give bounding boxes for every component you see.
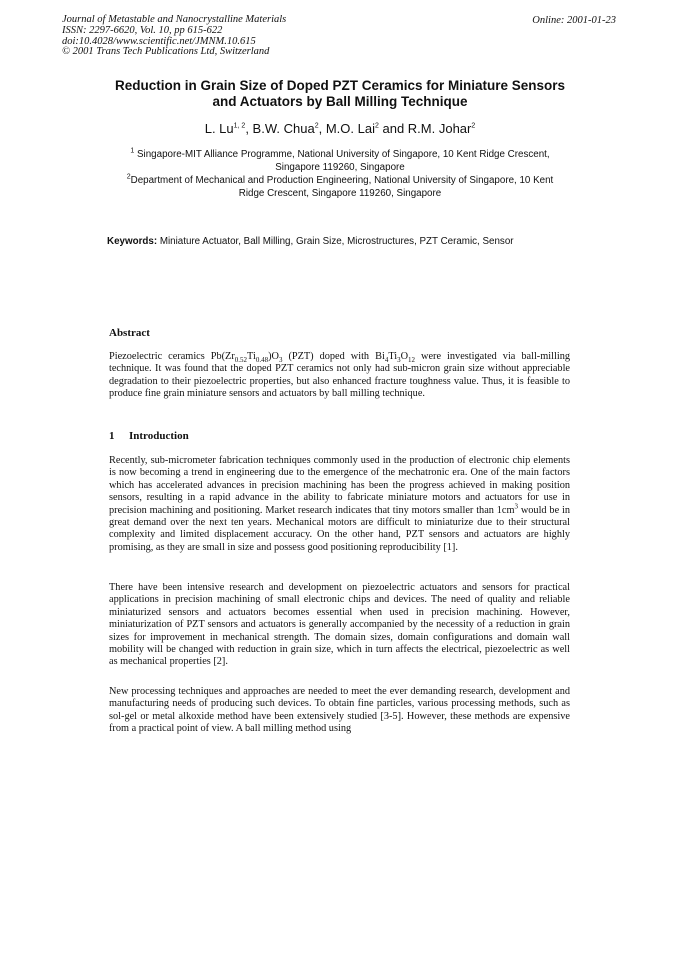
- paper-title: [80, 78, 600, 110]
- keywords-text: Miniature Actuator, Ball Milling, Grain Size, Microstructures, PZT Ceramic, Sensor: [157, 236, 514, 247]
- author-2-affil: 2: [314, 122, 319, 130]
- author-1: L. Lu: [204, 121, 234, 136]
- intro-paragraph-1: Recently, sub-micrometer fabrication techniques commonly used in the production of electronic chip elements is now becoming a trend in engineering due to the emergence of the mechatronic era. One of the main factors which has accelerated advances in precision machining has been the progress achieved in making position sensors, resulting in a rapid advance in the ability to fabricate miniature motors and actuators for use in precision machining and positioning. Market research indicates that tiny motors smaller than $1cm^3$ would be in great demand over the next ten years. Mechanical motors are difficult to miniaturize due to their structural complexity and limited displacement accuracy. On the other hand, PZT sensors and actuators are highly promising, as they are small in size and possess good positioning reproducibility [1].: [109, 455, 570, 553]
- introduction-heading: [109, 430, 189, 442]
- affiliation-1-line-1: Singapore-MIT Alliance Programme, National University of Singapore, 10 Kent Ridge Crescent,: [134, 149, 550, 160]
- author-list: [80, 121, 600, 136]
- author-4-affil: 2: [471, 122, 476, 130]
- keywords-label: Keywords:: [107, 236, 158, 247]
- author-2: , B.W. Chua: [245, 121, 315, 136]
- title-line-1: Reduction in Grain Size of Doped PZT Ceramics for Miniature Sensors: [114, 78, 566, 93]
- author-4: and R.M. Johar: [378, 121, 472, 136]
- intro-paragraph-2: There have been intensive research and development on piezoelectric actuators and sensors for practical applications in precision machining of small electronic chips and devices. The need of quality and reliable miniaturized sensors and actuators becomes essential when used in precision machining. However, miniaturization of PZT sensors and actuators is generally accompanied by the necessity of a reduction in grain sizes for improvement in mechanical strength. The domain sizes, domain configurations and domain wall mobility will be changed with reduction in grain size, which in turn affects the electrical, piezoelectric as well as mechanical properties [2].: [109, 582, 570, 668]
- author-3-affil: 2: [374, 122, 379, 130]
- affiliation-2: [100, 175, 580, 200]
- affiliation-2-marker: 2: [126, 173, 131, 181]
- author-1-affil: 1, 2: [233, 122, 246, 130]
- affiliation-1: [100, 149, 580, 174]
- journal-name: Journal of Metastable and Nanocrystalline Materials: [62, 14, 287, 25]
- journal-header: [62, 15, 286, 58]
- issn-line: ISSN: 2297-6620, Vol. 10, pp 615-622: [62, 24, 223, 36]
- abstract-text: Piezoelectric ceramics $Pb(Zr_{0.52}Ti_{0.48})O_3$ (PZT) doped with $Bi_4Ti_3O_{12}$ were investigated via ball-milling technique. It was found that the doped PZT ceramics not only had sub-micron grain size without appreciable degradation to their piezoelectric properties, but also enhanced fracture toughness value. Thus, it is feasible to produce fine grain miniature sensors and actuators by ball milling technique.: [109, 351, 570, 400]
- section-title: Introduction: [129, 430, 189, 442]
- author-3: , M.O. Lai: [318, 121, 375, 136]
- affiliation-1-line-2: Singapore 119260, Singapore: [275, 161, 405, 173]
- affiliation-2-line-2: Ridge Crescent, Singapore 119260, Singapore: [238, 187, 442, 199]
- doi-line: doi:10.4028/www.scientific.net/JMNM.10.615: [62, 35, 256, 47]
- copyright-line: © 2001 Trans Tech Publications Ltd, Switzerland: [62, 46, 270, 58]
- intro-paragraph-3: New processing techniques and approaches are needed to meet the ever demanding research, development and manufacturing needs of producing such devices. To obtain fine particles, various processing methods, such as sol-gel or metal alkoxide method have been extensively studied [3-5]. However, these methods are expensive from a practical point of view. A ball milling method using: [109, 686, 570, 735]
- online-date: Online: 2001-01-23: [532, 15, 616, 26]
- keywords: [107, 236, 514, 247]
- section-number: 1: [109, 430, 115, 442]
- title-line-2: and Actuators by Ball Milling Technique: [212, 94, 468, 109]
- affiliation-2-line-1: Department of Mechanical and Production Engineering, National University of Singapore, 10 Kent: [130, 175, 554, 186]
- affiliation-1-marker: 1: [130, 147, 135, 155]
- abstract-heading: Abstract: [109, 327, 150, 339]
